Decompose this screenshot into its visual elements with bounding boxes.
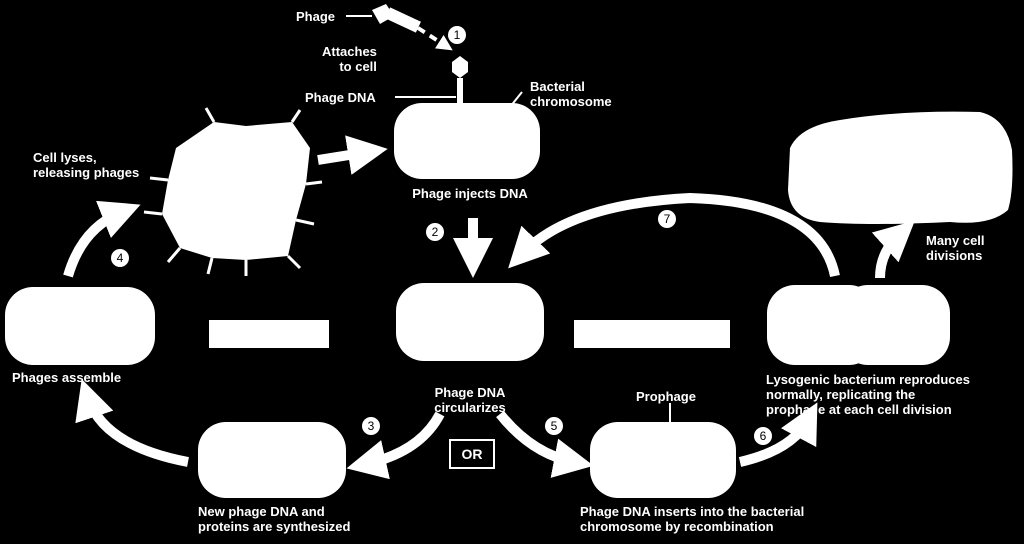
prophage-label: Prophage [636,389,696,404]
arrow-induction [522,198,835,276]
new-dna-label: New phage DNA and proteins are synthesized [198,504,351,534]
cell-lysogenic [767,285,950,365]
step-number: 4 [116,251,124,265]
phage-injects-label: Phage injects DNA [412,186,528,201]
bacterial-chromosome-label: Bacterial chromosome [530,79,612,109]
many-divisions-label: Many cell divisions [926,233,985,263]
arrow-lysogenic [740,420,808,462]
cell-assemble [5,287,155,365]
cell-circularizes [396,283,544,361]
attaches-label: Attaches to cell [322,44,377,74]
lysogenic-cycle-label-bar [574,320,730,348]
cell-synthesize [198,422,346,498]
step-number: 6 [759,429,767,443]
or-box: OR [449,439,495,469]
arrow-divisions [880,234,900,278]
cell-many-divisions [788,112,1013,224]
inserts-label: Phage DNA inserts into the bacterial chromosome by recombination [580,504,805,534]
phage-particle [346,4,446,46]
cell-prophage [590,422,736,498]
phage-dna-label: Phage DNA [305,90,376,105]
lytic-cycle-label-bar [209,320,329,348]
phages-assemble-label: Phages assemble [12,370,122,385]
cell-lysed [144,108,322,276]
arrow-to-assemble-up [68,212,122,276]
arrow-to-prophage [500,414,574,462]
step-number: 7 [663,212,671,226]
circularizes-label: Phage DNA circularizes [434,385,506,415]
phage-label: Phage [296,9,336,24]
step-number: 1 [453,28,461,42]
cell-lyses-label: Cell lyses, releasing phages [33,150,140,180]
arrow-release [318,152,368,160]
step-number: 5 [550,419,558,433]
step-number: 2 [431,225,439,239]
arrow-to-assemble [88,398,188,462]
lysogenic-label: Lysogenic bacterium reproduces normally, replicating the prophage at each cell division [766,372,970,417]
step-number: 3 [367,419,375,433]
cell-infected [394,103,540,179]
